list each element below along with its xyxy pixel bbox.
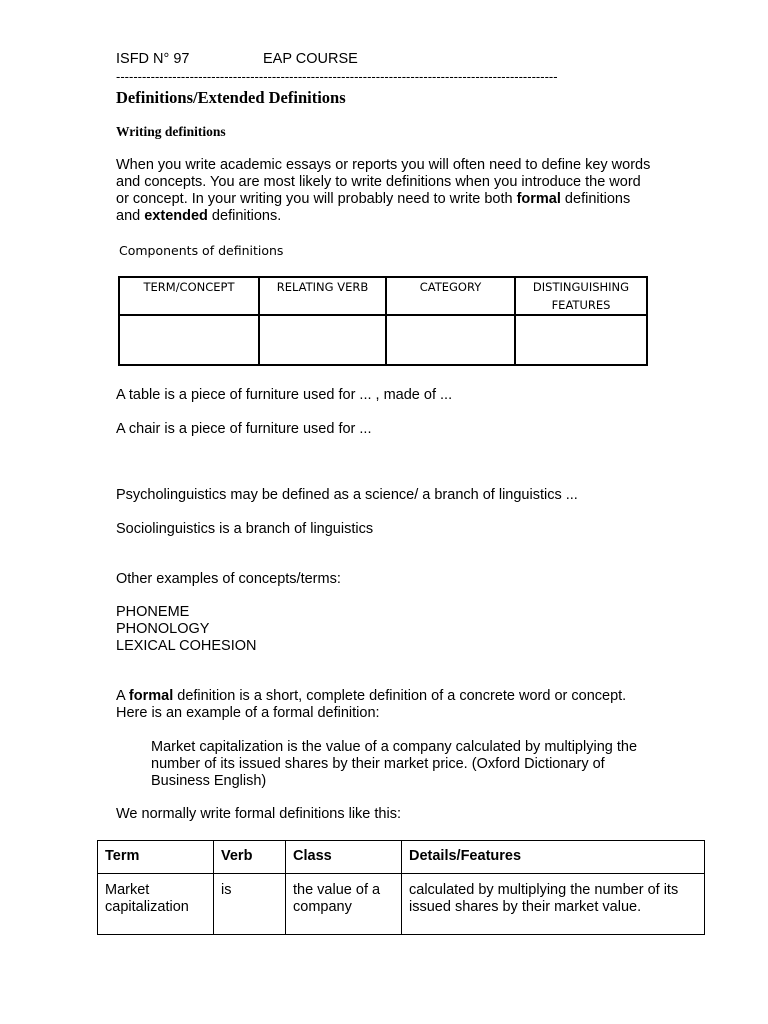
blank-cell — [259, 315, 386, 365]
cell-class: the value of a company — [286, 874, 402, 935]
formal-bold: formal — [516, 191, 561, 207]
blank-cell — [515, 315, 647, 365]
course-label: EAP COURSE — [263, 51, 358, 67]
cell-details: calculated by multiplying the number of its issued shares by their market value. — [402, 874, 705, 935]
formal-definition-paragraph: A formal definition is a short, complete definition of a concrete word or concept. Here is an example of a formal definition: — [116, 688, 627, 721]
header-category: CATEGORY — [386, 277, 515, 315]
header-relating-verb: RELATING VERB — [259, 277, 386, 315]
header-details-features: Details/Features — [402, 841, 705, 874]
normally-write-label: We normally write formal definitions like this: — [116, 806, 401, 822]
example-sociolinguistics: Sociolinguistics is a branch of linguistics — [116, 521, 374, 537]
components-caption: Components of definitions — [119, 243, 284, 258]
other-examples-label: Other examples of concepts/terms: — [116, 571, 341, 587]
page-title: Definitions/Extended Definitions — [116, 88, 346, 107]
header-term-concept: TERM/CONCEPT — [119, 277, 259, 315]
institution-label: ISFD N° 97 — [116, 51, 190, 67]
example-psycholinguistics: Psycholinguistics may be defined as a science/ a branch of linguistics ... — [116, 487, 578, 503]
term-phoneme: PHONEME — [116, 604, 190, 620]
header-term: Term — [98, 841, 214, 874]
intro-paragraph: When you write academic essays or reports you will often need to define key words and concepts. You are most likely to write definitions when you introduce the word or concept. In your writing you will probably need to write both formal definitions and extended definitions. — [116, 157, 651, 224]
section-subtitle: Writing definitions — [116, 124, 226, 139]
header-rule: ------------------------------------------------------------------------------------------------------ — [116, 69, 558, 84]
formal-definition-table — [97, 840, 705, 935]
example-table: A table is a piece of furniture used for ... , made of ... — [116, 387, 453, 403]
extended-bold: extended — [144, 208, 208, 224]
components-table — [118, 276, 648, 366]
term-phonology: PHONOLOGY — [116, 621, 210, 637]
header-distinguishing-features: DISTINGUISHING FEATURES — [515, 277, 647, 315]
example-chair: A chair is a piece of furniture used for ... — [116, 421, 372, 437]
formal-definition-quote: Market capitalization is the value of a company calculated by multiplying the number of its issued shares by their market price. (Oxford Dictionary of Business English) — [151, 739, 638, 789]
cell-term: Market capitalization — [98, 874, 214, 935]
header-class: Class — [286, 841, 402, 874]
term-lexical-cohesion: LEXICAL COHESION — [116, 638, 257, 654]
blank-cell — [386, 315, 515, 365]
cell-verb: is — [214, 874, 286, 935]
formal-bold-2: formal — [128, 688, 174, 704]
blank-cell — [119, 315, 259, 365]
header-verb: Verb — [214, 841, 286, 874]
